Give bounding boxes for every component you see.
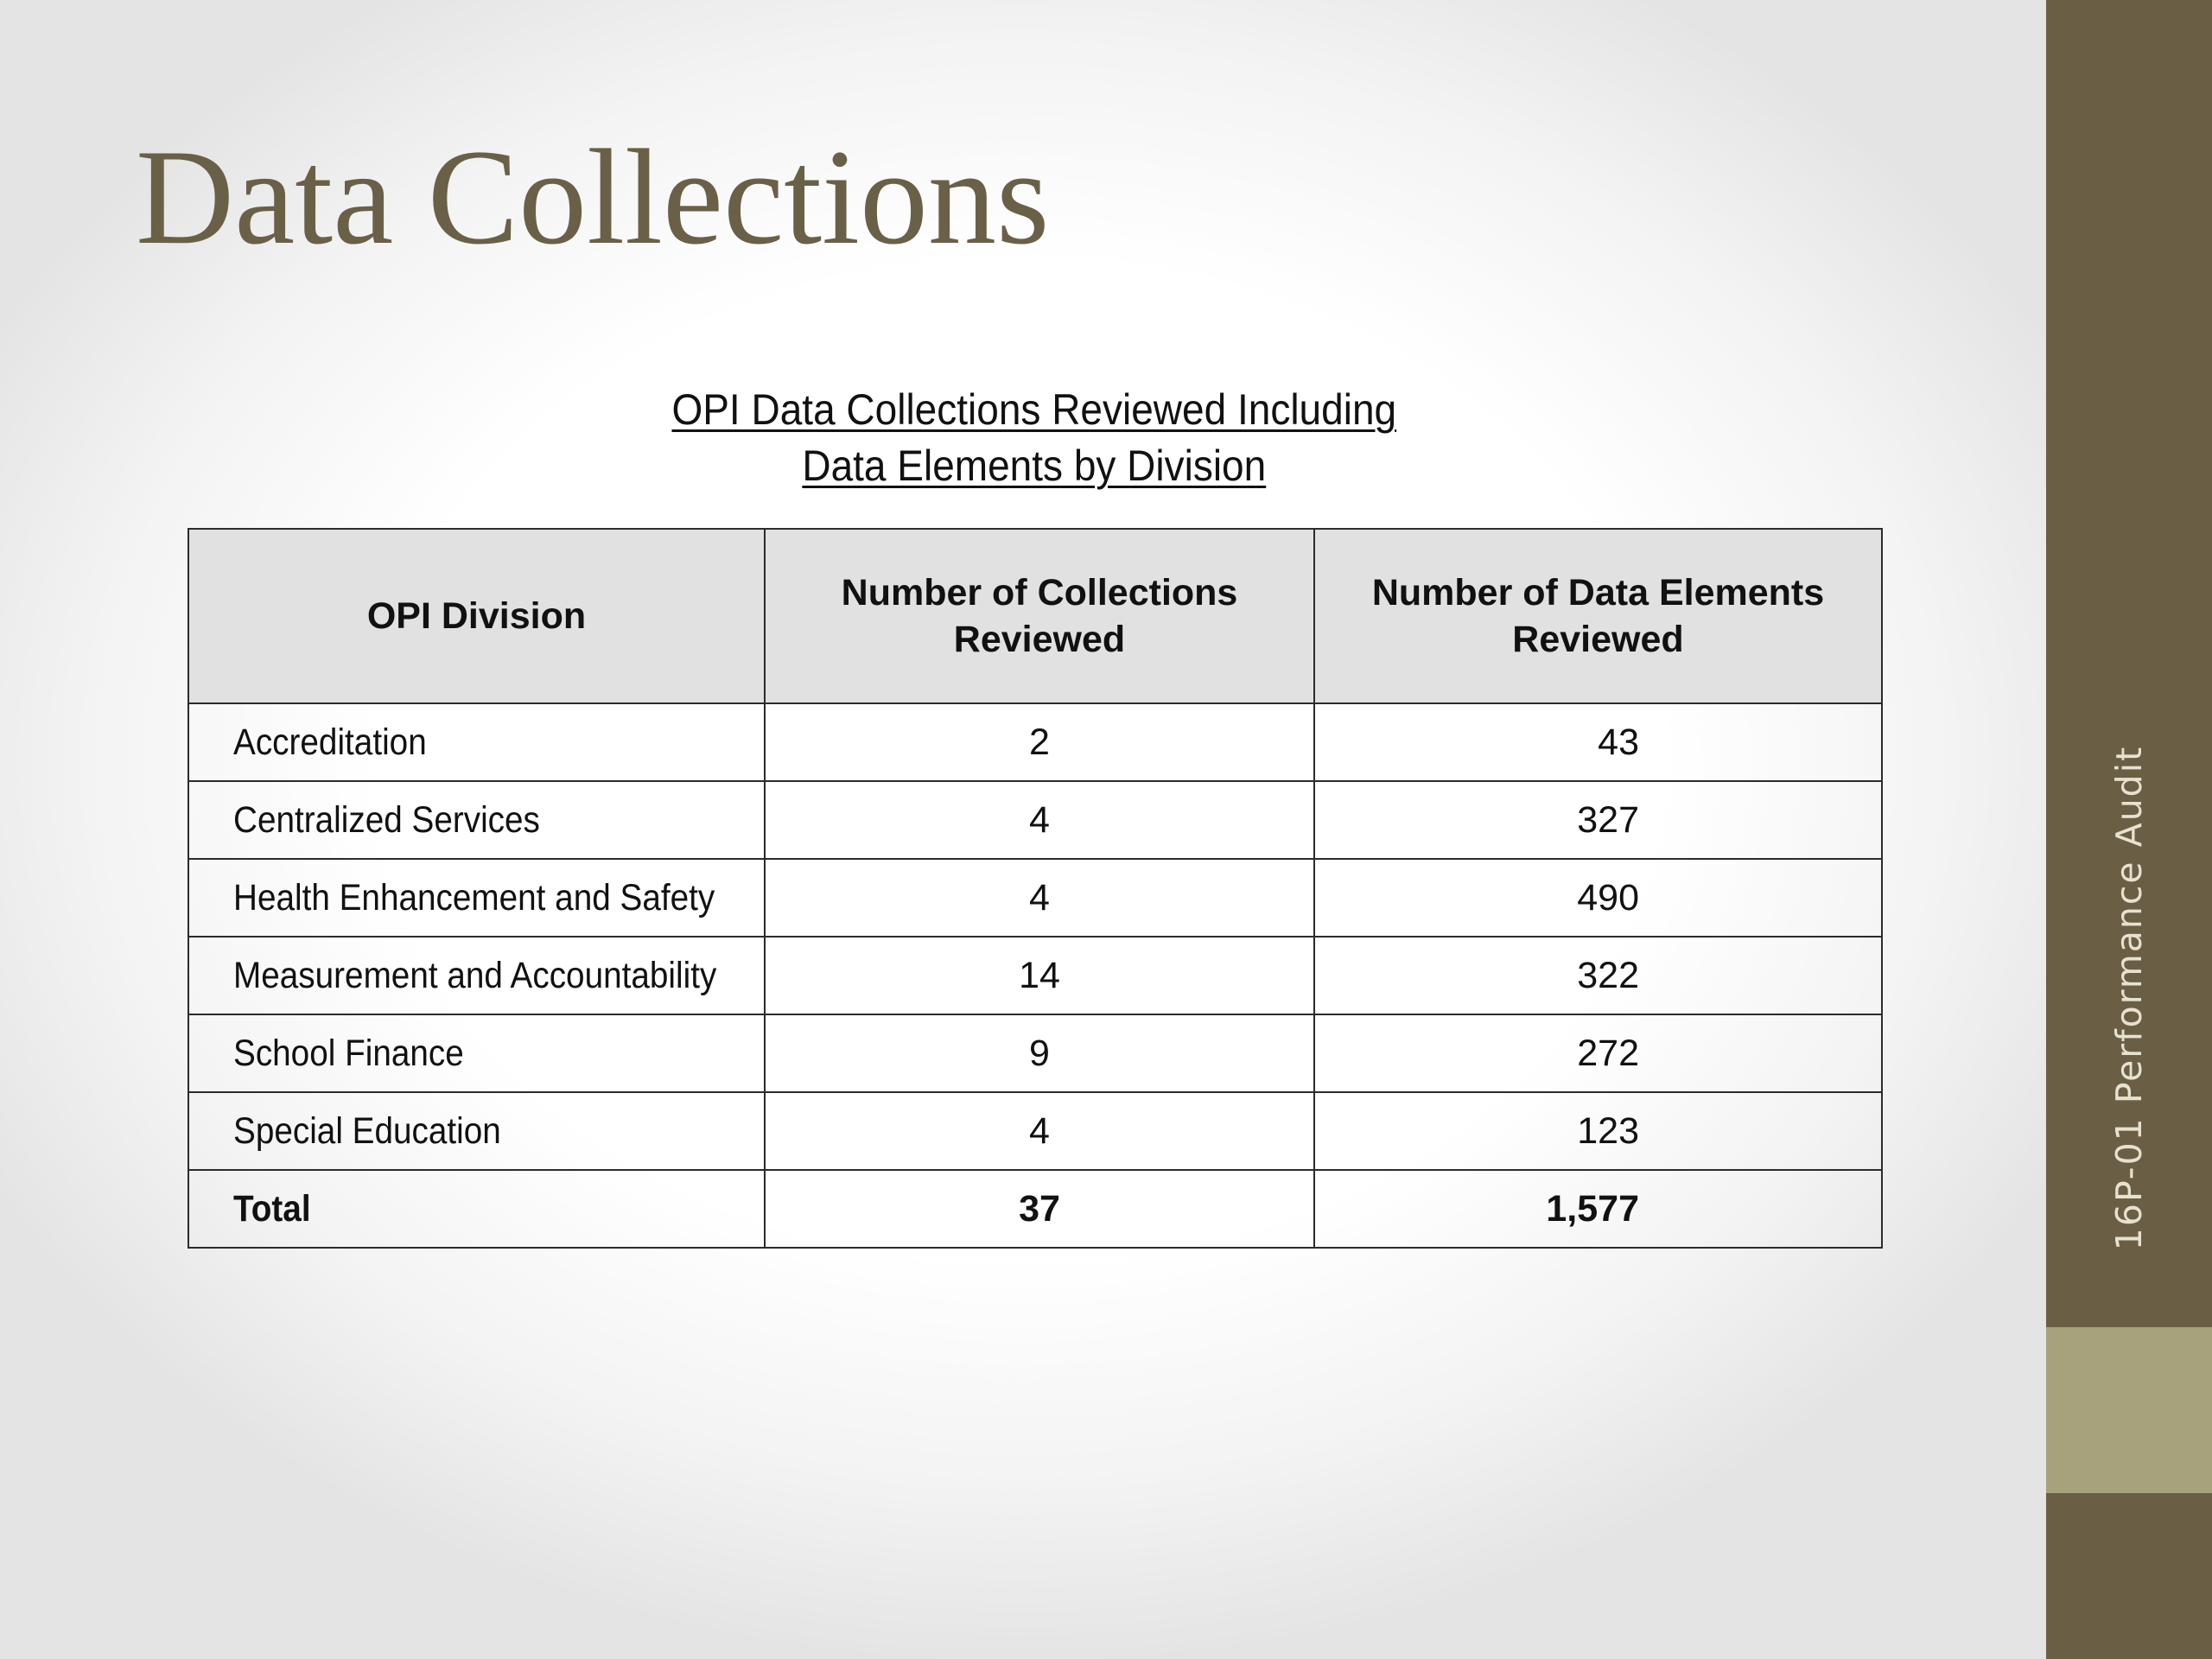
collections-cell: 2 [765,703,1314,781]
division-cell: Accreditation [188,703,765,781]
division-cell: Measurement and Accountability [188,937,765,1014]
table-row [188,781,1882,859]
table-caption [188,382,1881,494]
table-row [188,859,1882,937]
elements-cell: 490 [1314,859,1882,937]
header-opi-division: OPI Division [188,529,765,703]
collections-cell: 4 [765,1092,1314,1170]
collections-cell: 9 [765,1014,1314,1092]
side-label: 16P-01 Performance Audit [2108,745,2150,1251]
table-caption-line-1: OPI Data Collections Reviewed Including [671,385,1397,434]
table-header-row [188,529,1882,703]
table-row [188,703,1882,781]
division-cell: Centralized Services [188,781,765,859]
elements-cell: 272 [1314,1014,1882,1092]
total-elements-cell: 1,577 [1314,1170,1882,1248]
data-collections-table [188,528,1883,1249]
collections-cell: 14 [765,937,1314,1014]
collections-cell: 4 [765,781,1314,859]
header-collections-reviewed: Number of Collections Reviewed [765,529,1314,703]
header-data-elements-reviewed: Number of Data Elements Reviewed [1314,529,1882,703]
slide-title: Data Collections [136,122,1050,273]
elements-cell: 123 [1314,1092,1882,1170]
table-row [188,1092,1882,1170]
division-cell: School Finance [188,1014,765,1092]
table-caption-line-2: Data Elements by Division [802,442,1267,490]
total-label-cell: Total [188,1170,765,1248]
table-row [188,937,1882,1014]
elements-cell: 327 [1314,781,1882,859]
division-cell: Health Enhancement and Safety [188,859,765,937]
elements-cell: 322 [1314,937,1882,1014]
table-row [188,1014,1882,1092]
collections-cell: 4 [765,859,1314,937]
table-total-row [188,1170,1882,1248]
side-bar-accent [2046,1327,2212,1493]
elements-cell: 43 [1314,703,1882,781]
division-cell: Special Education [188,1092,765,1170]
total-collections-cell: 37 [765,1170,1314,1248]
